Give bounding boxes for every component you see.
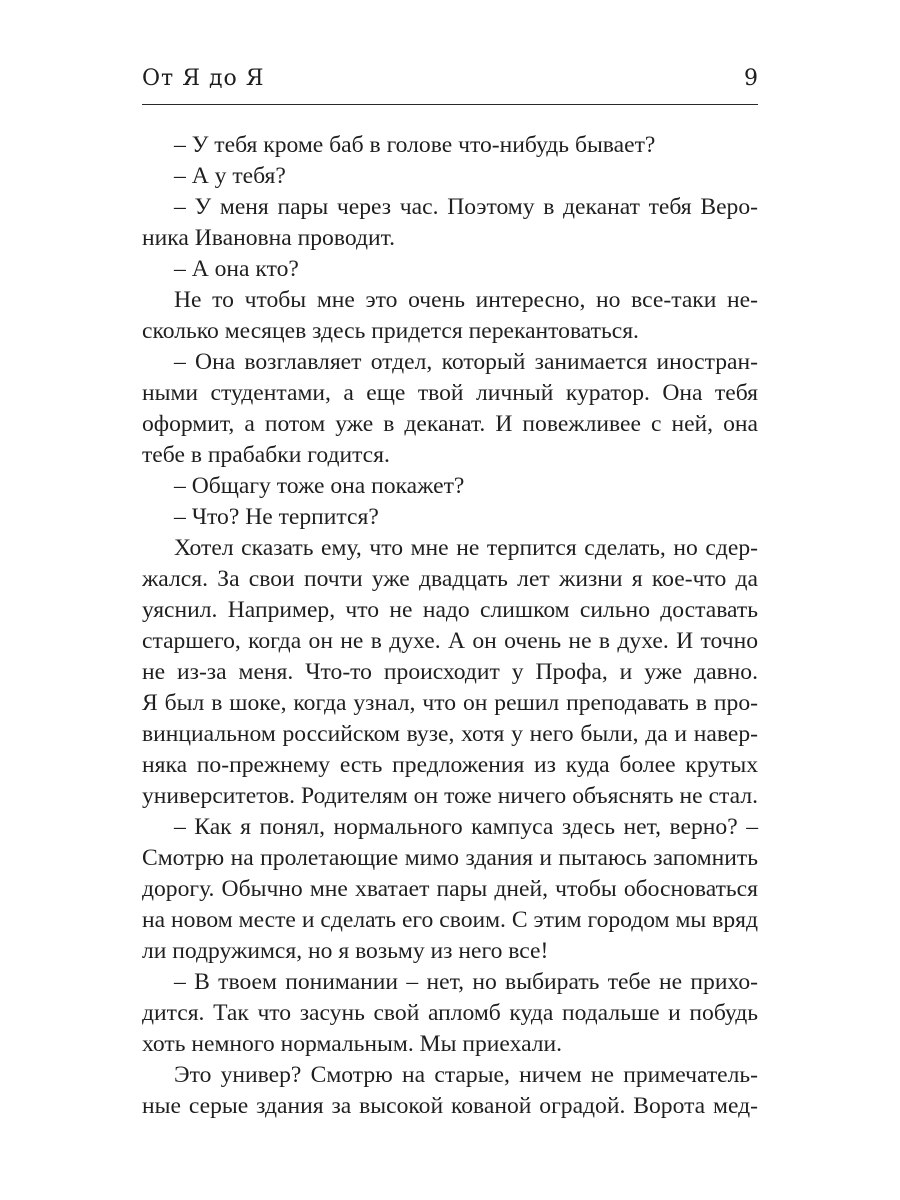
- text-line: – Общагу тоже она покажет?: [174, 473, 465, 499]
- page-number: 9: [744, 66, 758, 91]
- text-line: – А она кто?: [174, 256, 299, 282]
- text-line: ника Ивановна проводит.: [142, 225, 396, 251]
- text-line: Я был в шоке, когда узнал, что он решил преподавать в про-: [142, 690, 758, 716]
- text-line: – У тебя кроме баб в голове что-нибудь бывает?: [174, 132, 656, 158]
- text-line: университетов. Родителям он тоже ничего объяснять не стал.: [142, 783, 758, 809]
- text-line: ными студентами, а еще твой личный куратор. Она тебя: [142, 380, 758, 406]
- text-line: сколько месяцев здесь придется перекантоваться.: [142, 318, 639, 344]
- text-line: винциальном российском вузе, хотя у него были, да и навер-: [142, 721, 758, 747]
- text-line: – В твоем понимании – нет, но выбирать тебе не прихо-: [174, 969, 758, 995]
- text-line: Смотрю на пролетающие мимо здания и пытаюсь запомнить: [142, 845, 758, 871]
- text-line: Это универ? Смотрю на старые, ничем не примечатель-: [174, 1062, 758, 1088]
- text-line: уяснил. Например, что не надо слишком сильно доставать: [142, 597, 758, 623]
- text-line: хоть немного нормальным. Мы приехали.: [142, 1031, 563, 1057]
- text-line: Хотел сказать ему, что мне не терпится сделать, но сдер-: [174, 535, 758, 561]
- text-line: старшего, когда он не в духе. А он очень не в духе. И точно: [142, 628, 758, 654]
- text-line: – У меня пары через час. Поэтому в деканат тебя Веро-: [174, 194, 758, 220]
- text-line: – Что? Не терпится?: [174, 504, 379, 530]
- running-header: [142, 64, 758, 105]
- body-text: [142, 130, 758, 1122]
- text-line: няка по-прежнему есть предложения из куда более крутых: [142, 752, 758, 778]
- text-line: тебе в прабабки годится.: [142, 442, 390, 468]
- text-line: Не то чтобы мне это очень интересно, но все-таки не-: [174, 287, 758, 313]
- text-line: дится. Так что засунь свой апломб куда подальше и побудь: [142, 1000, 758, 1026]
- text-line: – Как я понял, нормального кампуса здесь нет, верно? –: [174, 814, 758, 840]
- book-title: От Я до Я: [142, 66, 265, 91]
- text-line: ные серые здания за высокой кованой оградой. Ворота мед-: [142, 1093, 758, 1119]
- text-line: на новом месте и сделать его своим. С этим городом мы вряд: [142, 907, 758, 933]
- text-line: ли подружимся, но я возьму из него все!: [142, 938, 549, 964]
- text-line: дорогу. Обычно мне хватает пары дней, чтобы обосноваться: [142, 876, 758, 902]
- text-line: – А у тебя?: [174, 163, 286, 189]
- text-line: жался. За свои почти уже двадцать лет жизни я кое-что да: [142, 566, 758, 592]
- text-line: не из-за меня. Что-то происходит у Профа, и уже давно.: [142, 659, 758, 685]
- text-line: – Она возглавляет отдел, который занимается иностран-: [174, 349, 758, 375]
- text-line: оформит, а потом уже в деканат. И повежливее с ней, она: [142, 411, 758, 437]
